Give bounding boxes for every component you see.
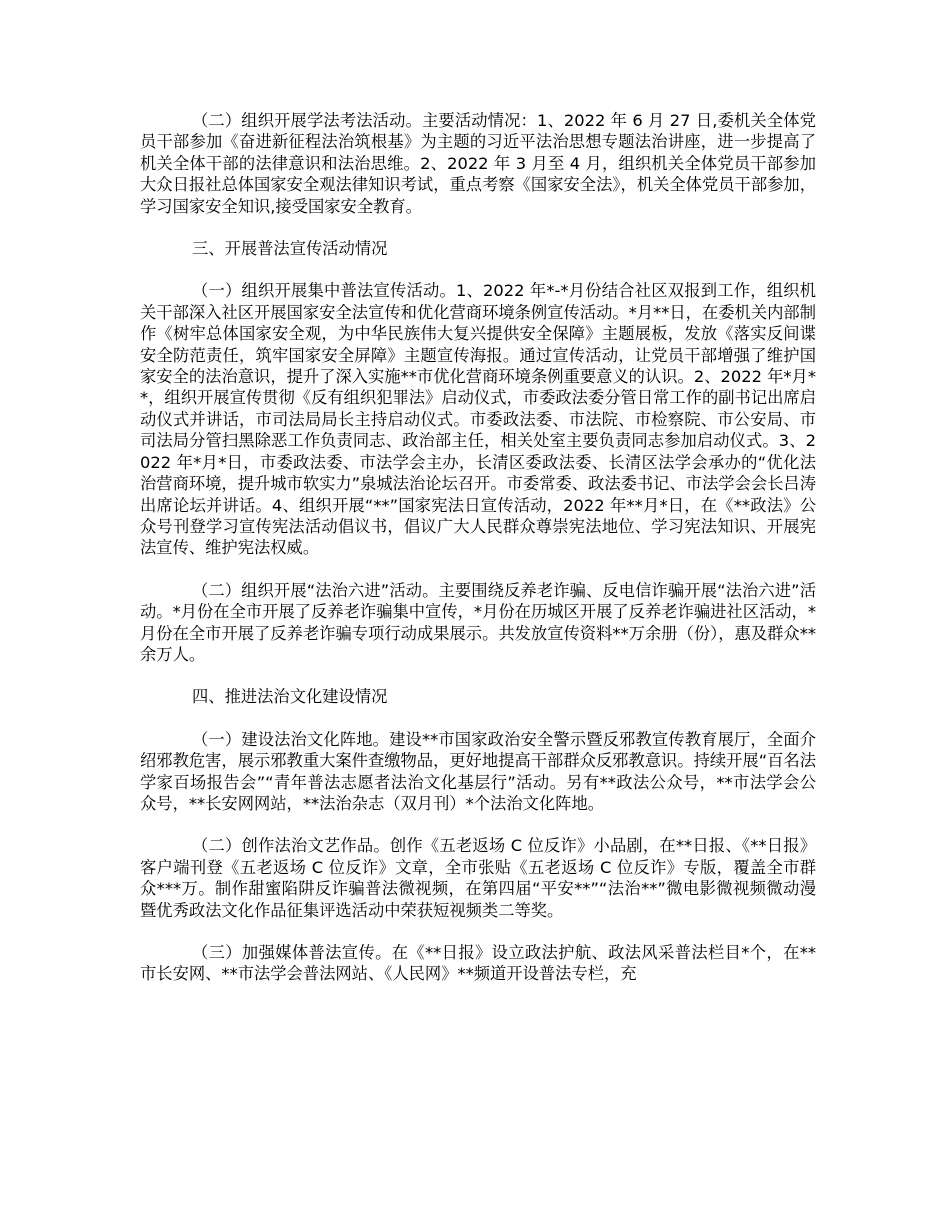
paragraph-six-entries: （二）组织开展“法治六进”活动。主要围绕反养老诈骗、反电信诈骗开展“法治六进”活动。*月份在全市开展了反养老诈骗集中宣传，*月份在历城区开展了反养老诈骗进社区活动，*月份在全市开展了反养老诈骗专项行动成果展示。共发放宣传资料**万余册（份），惠及群众**余万人。 bbox=[140, 580, 816, 664]
section-heading-3: 三、开展普法宣传活动情况 bbox=[192, 239, 388, 259]
paragraph-media-publicity: （三）加强媒体普法宣传。在《**日报》设立政法护航、政法风采普法栏目*个，在**市长安网、**市法学会普法网站、《人民网》**频道开设普法专栏，充 bbox=[140, 943, 816, 984]
document-page bbox=[140, 110, 816, 985]
paragraph-art-works: （二）创作法治文艺作品。创作《五老返场 C 位反诈》小品剧，在**日报、《**日报》客户端刊登《五老返场 C 位反诈》文章，全市张贴《五老返场 C 位反诈》专版，覆盖全市群众***万。制作甜蜜陷阱反诈骗普法微视频，在第四届“平安**”“法治**”微电影微视频微动漫暨优秀政法文化作品征集评选活动中荣获短视频类二等奖。 bbox=[140, 836, 816, 920]
paragraph-culture-positions: （一）建设法治文化阵地。建设**市国家政治安全警示暨反邪教宣传教育展厅，全面介绍邪教危害，展示邪教重大案件查缴物品，更好地提高干部群众反邪教意识。持续开展“百名法学家百场报告会”“青年普法志愿者法治文化基层行”活动。另有**政法公众号，**市法学会公众号，**长安网网站，**法治杂志（双月刊）*个法治文化阵地。 bbox=[140, 729, 816, 813]
paragraph-study-law-activities: （二）组织开展学法考法活动。主要活动情况：1、2022 年 6 月 27 日,委机关全体党员干部参加《奋进新征程法治筑根基》为主题的习近平法治思想专题法治讲座，进一步提高了机关全体干部的法律意识和法治思维。2、2022 年 3 月至 4 月，组织机关全体党员干部参加大众日报社总体国家安全观法律知识考试，重点考察《国家安全法》，机关全体党员干部参加，学习国家安全知识,接受国家安全教育。 bbox=[140, 111, 816, 216]
paragraph-centralized-publicity: （一）组织开展集中普法宣传活动。1、2022 年*-*月份结合社区双报到工作，组织机关干部深入社区开展国家安全法宣传和优化营商环境条例宣传活动。*月**日，在委机关内部制作《树牢总体国家安全观，为中华民族伟大复兴提供安全保障》主题展板，发放《落实反间谍安全防范责任，筑牢国家安全屏障》主题宣传海报。通过宣传活动，让党员干部增强了维护国家安全的法治意识，提升了深入实施**市优化营商环境条例重要意义的认识。2、2022 年*月**，组织开展宣传贯彻《反有组织犯罪法》启动仪式，市委政法委分管日常工作的副书记出席启动仪式并讲话，市司法局局长主持启动仪式。市委政法委、市法院、市检察院、市公安局、市司法局分管扫黑除恶工作负责同志、政治部主任，相关处室主要负责同志参加启动仪式。3、2022 年*月*日，市委政法委、市法学会主办，长清区委政法委、长清区法学会承办的“优化法治营商环境，提升城市软实力”泉城法治论坛召开。市委常委、政法委书记、市法学会会长吕涛出席论坛并讲话。4、组织开展“**”国家宪法日宣传活动，2022 年**月*日，在《**政法》公众号刊登学习宣传宪法活动倡议书，倡议广大人民群众尊崇宪法地位、学习宪法知识、开展宪法宣传、维护宪法权威。 bbox=[140, 281, 816, 558]
section-heading-4: 四、推进法治文化建设情况 bbox=[192, 687, 388, 707]
